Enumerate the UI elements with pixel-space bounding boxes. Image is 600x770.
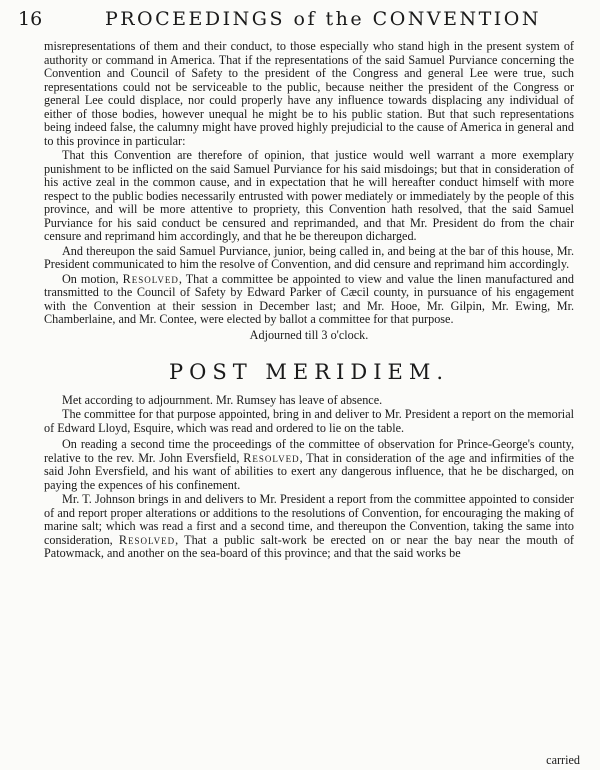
paragraph-text: On motion, — [62, 271, 123, 286]
paragraph: The committee for that purpose appointed, bring in and deliver to Mr. President a report on the memorial of Edward Lloyd, Esquire, which was read and ordered to lie on the table. — [44, 407, 574, 435]
paragraph — [44, 273, 574, 327]
resolved-word: Resolved — [243, 450, 300, 465]
paragraph: Met according to adjournment. Mr. Rumsey has leave of absence. — [62, 392, 383, 407]
paragraph-text: Mr. T. Johnson brings in and delivers to Mr. President a report from the committee appointed to consider of and report proper alterations or additions to the resolutions of Convention, for encouraging the making of marine salt; which was read a first and a second time, and thereupon the Convention, taking the same into consideration, — [44, 492, 574, 547]
paragraph-text: On reading a second time the proceedings of the committee of observation for Prince-George's county, relative to the rev. Mr. John Eversfield, — [44, 437, 574, 465]
page-number: 16 — [18, 8, 43, 30]
section-heading: POST MERIDIEM. — [169, 360, 449, 384]
adjourned-line: Adjourned till 3 o'clock. — [249, 327, 369, 342]
resolved-word: Resolved — [122, 271, 179, 286]
paragraph: And thereupon the said Samuel Purviance, junior, being called in, and being at the bar of this house, Mr. President communicated to him the resolve of Convention, and did censure and reprimand him accordingly. — [44, 243, 574, 271]
paragraph — [44, 438, 574, 492]
catchword: carried — [546, 753, 580, 767]
resolved-word: Resolved — [118, 532, 176, 547]
paragraph-text: , That in consideration of the age and infirmities of the said John Eversfield, and his want of abilities to exert any dangerous influence, that he be discharged, on paying the expences of his confinement. — [44, 450, 574, 492]
paragraph-text: , That a public salt-work be erected on or near the bay near the mouth of Patowmack, and another on the sea-board of this province; and that the said works be — [44, 532, 574, 560]
paragraph: That this Convention are therefore of opinion, that justice would well warrant a more exemplary punishment to be inflicted on the said Samuel Purviance for his said misdoings; but that in consideration of his active zeal in the common cause, and in expectation that he will hereafter conduct himself with more respect to the public bodies necessarily entrusted with power mediately or immediately by the people of this province, and will be more attentive to propriety, this Convention hath resolved, that the said Samuel Purviance for his said conduct be censured and reprimanded, and that Mr. President do from the chair censure and reprimand him accordingly, and that he be thereupon dicharged. — [44, 148, 574, 243]
running-head — [18, 8, 584, 38]
paragraph — [44, 493, 574, 561]
page-body — [44, 40, 574, 561]
paragraph: misrepresentations of them and their conduct, to those especially who stand high in the present system of authority or command in America. That if the representations of the said Samuel Purviance concerning the Convention and Council of Safety to the president of the Congress and general Lee were true, such representations could not be serviceable to the public, because neither the president of the Congress or general Lee could displace, nor could properly have any influence towards displacing any individual of either of those bodies, however unequal he might be to his public station. But that such representations being indeed false, the calumny might have proved highly prejudicial to the cause of America in general and to this province in particular: — [44, 39, 574, 148]
running-title: PROCEEDINGS of the CONVENTION — [104, 8, 542, 30]
paragraph-text: , That a committee be appointed to view and value the linen manufactured and transmitted to the Council of Safety by Edward Parker of Cæcil county, in pursuance of his engagement with the Convention at their session in December last; and Mr. Hooe, Mr. Gilpin, Mr. Ewing, Mr. Chamberlaine, and Mr. Contee, were elected by ballot a committee for that purpose. — [44, 271, 574, 326]
